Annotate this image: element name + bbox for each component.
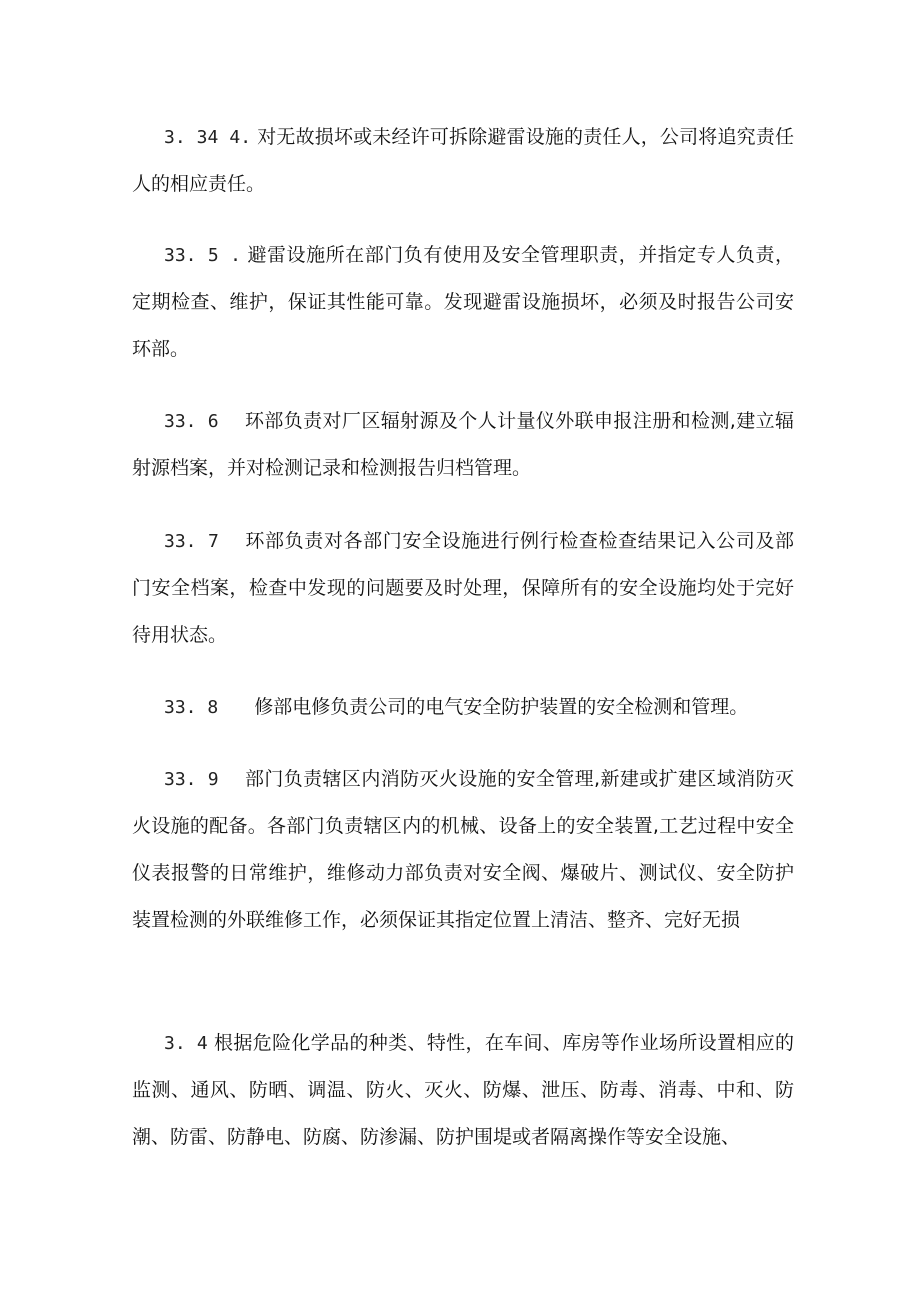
paragraph-33-9	[132, 756, 794, 944]
paragraph-text: 对无故损坏或未经许可拆除避雷设施的责任人，公司将追究责任人的相应责任。	[132, 126, 794, 195]
paragraph-text: 避雷设施所在部门负有使用及安全管理职责，并指定专人负责，定期检查、维护，保证其性能可靠。发现避雷设施损坏，必须及时报告公司安环部。	[132, 244, 794, 360]
paragraph-33-7	[132, 518, 794, 659]
paragraph-number: 33. 8	[164, 697, 219, 718]
paragraph-number: 33. 9	[164, 769, 219, 790]
paragraph-text: 环部负责对厂区辐射源及个人计量仪外联申报注册和检测,建立辐射源档案，并对检测记录和检测报告归档管理。	[132, 410, 794, 479]
paragraph-text: 部门负责辖区内消防灭火设施的安全管理,新建或扩建区域消防灭火设施的配备。各部门负责辖区内的机械、设备上的安全装置,工艺过程中安全仪表报警的日常维护，维修动力部负责对安全阀、爆破片、测试仪、安全防护装置检测的外联维修工作，必须保证其指定位置上清洁、整齐、完好无损	[132, 768, 794, 931]
paragraph-text: 环部负责对各部门安全设施进行例行检查检查结果记入公司及部门安全档案，检查中发现的问题要及时处理，保障所有的安全设施均处于完好待用状态。	[132, 530, 794, 646]
paragraph-33-8	[132, 684, 794, 731]
paragraph-text: 根据危险化学品的种类、特性，在车间、库房等作业场所设置相应的监测、通风、防晒、调温、防火、灭火、防爆、泄压、防毒、消毒、中和、防潮、防雷、防静电、防腐、防渗漏、防护围堤或者隔离操作等安全设施、	[132, 1032, 794, 1148]
paragraph-3-34-4	[132, 114, 794, 208]
paragraph-number: 3. 34 4.	[164, 127, 252, 148]
paragraph-33-6	[132, 398, 794, 492]
paragraph-number: 3. 4	[164, 1033, 208, 1054]
paragraph-number: 33. 5 .	[164, 245, 241, 266]
paragraph-3-4	[132, 1020, 794, 1161]
paragraph-number: 33. 6	[164, 411, 219, 432]
paragraph-33-5	[132, 232, 794, 373]
paragraph-number: 33. 7	[164, 531, 219, 552]
paragraph-text: 修部电修负责公司的电气安全防护装置的安全检测和管理。	[254, 696, 749, 718]
